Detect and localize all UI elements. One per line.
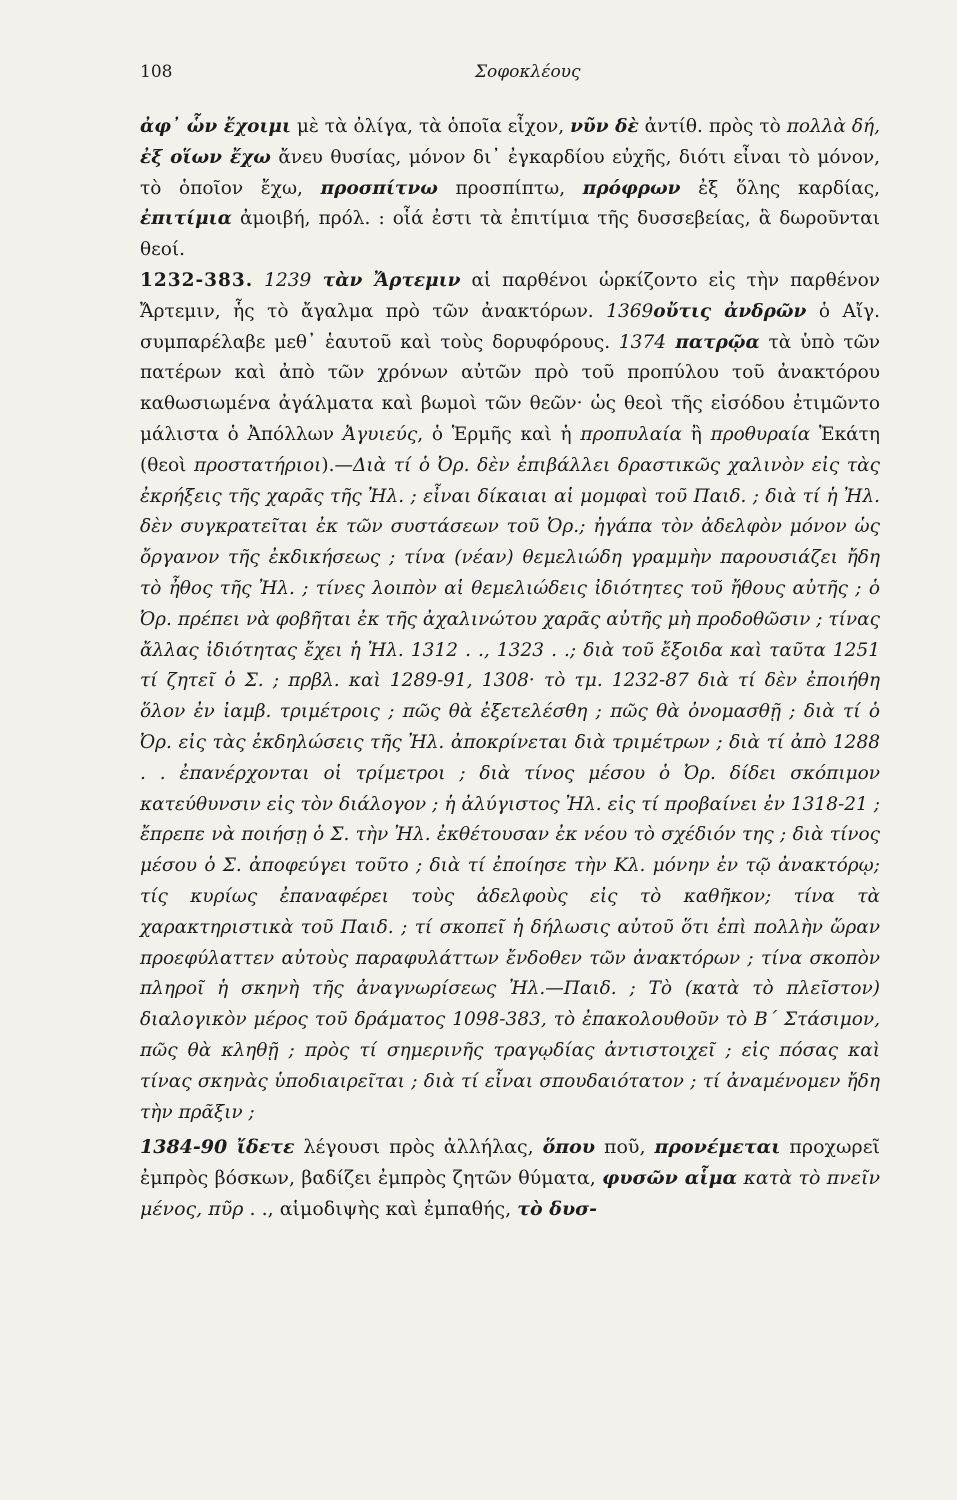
gloss: ὁ Αἴγ. συμπαρέλαβε μεθ᾽ ἑαυτοῦ καὶ τοὺς δορυφόρους. [140, 300, 881, 353]
lemma: ὅπου [542, 1136, 596, 1159]
running-title: Σοφοκλέους [475, 62, 581, 82]
lemma: ἐξ οἵων ἔχω [140, 146, 271, 168]
lemma: προνέμεται [654, 1136, 781, 1159]
lemma: ἀφ᾽ ὧν ἔχοιμι [140, 116, 291, 137]
gloss: . ., αἱμοδιψὴς καὶ ἐμπαθής, [243, 1198, 518, 1221]
lemma: ἴδετε [227, 1136, 295, 1159]
epithet: προπυλαία [580, 423, 682, 445]
epithet: προστατήριοι [193, 454, 322, 476]
gloss: ἢ [681, 423, 711, 445]
gloss: ἄνευ θυσίας, μόνον δι᾽ ἐγκαρδίου εὐχῆς, διότι εἶναι τὸ μόνον, τὸ ὁποῖον ἔχω, [140, 146, 880, 199]
paragraph-commentary-2 [140, 266, 880, 1128]
gloss: ἀντίθ. πρὸς τὸ [638, 116, 787, 137]
lemma: ἐπιτίμια [140, 208, 232, 230]
epithet: προθυραία [710, 423, 811, 445]
paragraph-commentary-3 [140, 1132, 880, 1225]
lemma: πρόφρων [582, 177, 681, 199]
quoted-phrase: κατὰ τὸ πνεῖν μένος, πῦρ [140, 1167, 880, 1221]
lemma: τὸ δυσ- [517, 1198, 598, 1221]
lemma: οὔτις ἀνδρῶν [653, 300, 807, 322]
line-reference: 1239 [253, 269, 312, 291]
lemma: προσπίτνω [320, 177, 438, 199]
page-number: 108 [140, 62, 173, 82]
commentary-text [140, 112, 880, 1225]
gloss: προχωρεῖ ἐμπρὸς βόσκων, βαδίζει ἐμπρὸς ζητῶν θύματα, [140, 1136, 880, 1190]
lemma: τὰν Ἄρτεμιν [311, 269, 461, 291]
gloss: Ἑκάτη (θεοὶ [140, 423, 880, 476]
line-reference: 1369 [606, 300, 654, 322]
gloss: ποῦ, [595, 1136, 655, 1159]
study-questions: —Διὰ τί ὁ Ὀρ. δὲν ἐπιβάλλει δραστικῶς χαλινὸν εἰς τὰς ἐκρήξεις τῆς χαρᾶς τῆς Ἠλ. ; εἶναι δίκαιαι αἱ μομφαὶ τοῦ Παιδ. ; διὰ τί ἡ Ἠλ. δὲν συγκρατεῖται ἐκ τῶν συστάσεων τοῦ Ὀρ.; ἠγάπα τὸν ἀδελφὸν μόνον ὡς ὄργανον τῆς ἐκδικήσεως ; τίνα (νέαν) θεμελιώδη γραμμὴν παρουσιάζει ἤδη τὸ ἦθος τῆς Ἠλ. ; τίνες λοιπὸν αἱ θεμελιώδεις ἰδιότητες τοῦ ἤθους αὐτῆς ; ὁ Ὀρ. πρέπει νὰ φοβῆται ἐκ τῆς ἀχαλινώτου χαρᾶς αὐτῆς μὴ προδοθῶσιν ; τίνας ἄλλας ἰδιότητας ἔχει ἡ Ἠλ. 1312 . ., 1323 . .; διὰ τοῦ ἔξοιδα καὶ ταῦτα 1251 τί ζητεῖ ὁ Σ. ; πρβλ. καὶ 1289-91, 1308· τὸ τμ. 1232-87 διὰ τί δὲν ἐποιήθη ὅλον ἐν ἰαμβ. τριμέτροις ; πῶς θὰ ἐξετελέσθη ; πῶς θὰ ὀνομασθῇ ; διὰ τί ὁ Ὀρ. εἰς τὰς ἐκδηλώσεις τῆς Ἠλ. ἀποκρίνεται διὰ τριμέτρων ; διὰ τί ἀπὸ 1288 . . ἐπανέρχονται οἱ τρίμετροι ; διὰ τίνος μέσου ὁ Ὀρ. δίδει σκόπιμον κατεύθυνσιν εἰς τὸν διάλογον ; ἡ ἀλύγιστος Ἠλ. εἰς τί προβαίνει ἐν 1318-21 ; ἔπρεπε νὰ ποιήσῃ ὁ Σ. τὴν Ἠλ. ἐκθέτουσαν ἐκ νέου τὸ σχέδιόν της ; διὰ τίνος μέσου ὁ Σ. ἀποφεύγει τοῦτο ; διὰ τί ἐποίησε τὴν Κλ. μόνην ἐν τῷ ἀνακτόρῳ; τίς κυρίως ἐπαναφέρει τοὺς ἀδελφοὺς εἰς τὸ καθῆκον; τίνα τὰ χαρακτηριστικὰ τοῦ Παιδ. ; τί σκοπεῖ ἡ δήλωσις αὐτοῦ ὅτι ἐπὶ πολλὴν ὥραν προεφύλαττεν αὐτοὺς παραφυλάττων ἔνδοθεν τῶν ἀνακτόρων ; τίνα σκοπὸν πληροῖ ἡ σκηνὴ τῆς ἀναγνωρίσεως Ἠλ.—Παιδ. ; Τὸ (κατὰ τὸ πλεῖστον) διαλογικὸν μέρος τοῦ δράματος 1098-383, τὸ ἐπακολουθοῦν τὸ Β΄ Στάσιμον, πῶς θὰ κληθῇ ; πρὸς τί σημερινῆς τραγῳδίας ἀντιστοιχεῖ ; εἰς πόσας καὶ τίνας σκηνὰς ὑποδιαιρεῖται ; διὰ τί εἶναι σπουδαιότατον ; τί ἀναμένομεν ἤδη τὴν πρᾶξιν ; [140, 454, 881, 1123]
gloss: λέγουσι πρὸς ἀλλήλας, [294, 1136, 543, 1159]
epithet: Ἀγυιεύς [342, 423, 418, 445]
line-reference: 1384-90 [140, 1136, 228, 1159]
gloss: αἱ παρθένοι ὡρκίζοντο εἰς τὴν παρθένον Ἄρτεμιν, ἧς τὸ ἄγαλμα πρὸ τῶν ἀνακτόρων. [140, 269, 880, 322]
lemma: νῦν δὲ [570, 116, 639, 137]
gloss: ἐξ ὅλης καρδίας, [680, 177, 881, 199]
line-reference: 1374 [618, 331, 666, 353]
lemma: φυσῶν αἷμα [602, 1167, 738, 1190]
gloss: ἀμοιβή, πρόλ. : οἷά ἐστι τὰ ἐπιτίμια τῆς δυσσεβείας, ἃ δωροῦνται θεοί. [140, 208, 880, 261]
quoted-phrase: πολλὰ δή, [786, 116, 880, 137]
section-number: 1232-383. [140, 269, 254, 291]
gloss: μὲ τὰ ὀλίγα, τὰ ὁποῖα εἶχον, [290, 116, 571, 137]
gloss: , ὁ Ἑρμῆς καὶ ἡ [417, 423, 581, 445]
paragraph-commentary-1 [140, 112, 880, 266]
gloss: προσπίπτω, [437, 177, 583, 199]
lemma: πατρῷα [666, 331, 760, 353]
page-header [140, 62, 840, 88]
gloss: ). [321, 454, 335, 476]
gloss: τὰ ὑπὸ τῶν πατέρων καὶ ἀπὸ τῶν χρόνων αὐτῶν πρὸ τοῦ προπύλου τοῦ ἀνακτόρου καθωσιωμένα ἀγάλματα καὶ βωμοὶ τῶν θεῶν· ὡς θεοὶ τῆς εἰσόδου ἐτιμῶντο μάλιστα ὁ Ἀπόλλων [140, 331, 880, 445]
